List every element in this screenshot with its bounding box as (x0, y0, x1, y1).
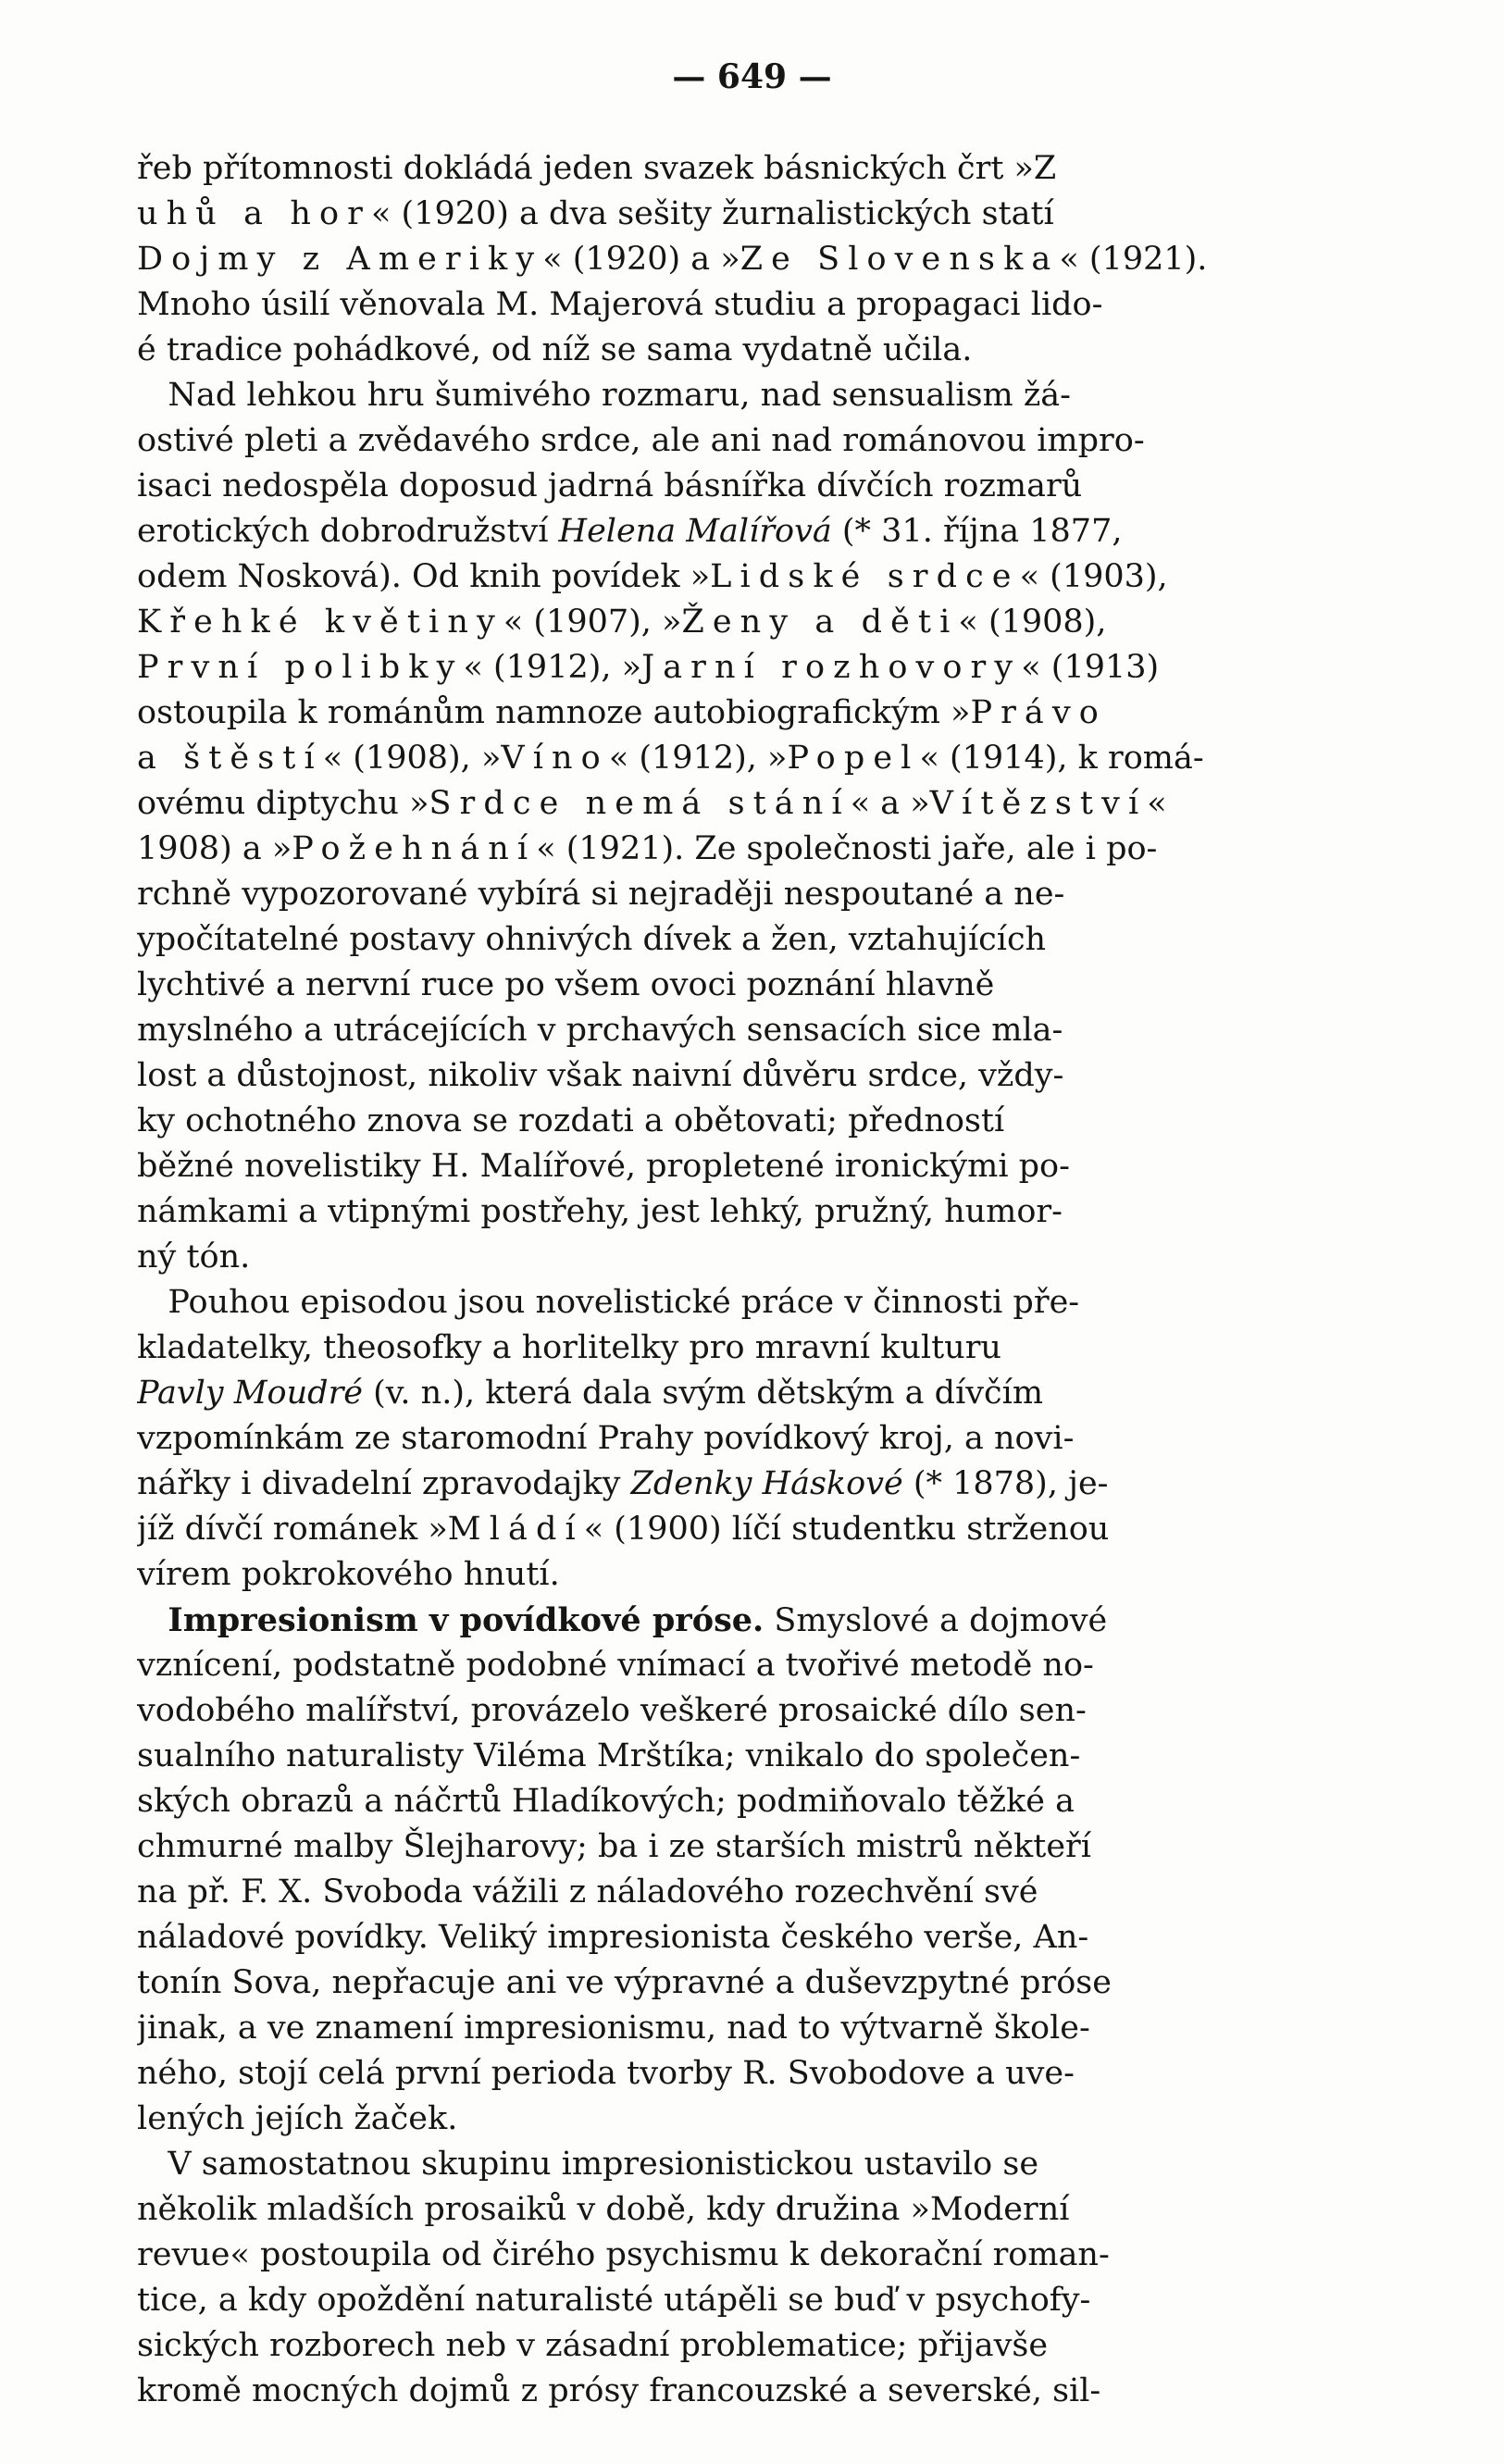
text-line (137, 282, 1368, 328)
text-line (137, 691, 1368, 736)
text-line (137, 1099, 1368, 1144)
text-line (137, 1144, 1368, 1189)
text-line (137, 1371, 1368, 1416)
text-segment: 1908) a » (137, 830, 292, 867)
text-segment: ypočítatelné postavy ohnivých dívek a žen, vztahujících (137, 921, 1047, 958)
text-segment: lených jejích žaček. (137, 2100, 458, 2137)
text-segment: kromě mocných dojmů z prósy francouzské a severské, sil- (137, 2372, 1101, 2409)
text-segment: « (1914), k romá- (919, 740, 1204, 777)
text-line (137, 2051, 1368, 2097)
author-name: Pavly Moudré (137, 1375, 364, 1412)
author-name: Zdenky Háskové (630, 1465, 903, 1502)
text-segment: nářky i divadelní zpravodajky (137, 1465, 631, 1502)
text-line (137, 872, 1368, 917)
text-segment: odem Nosková). Od knih povídek » (137, 558, 711, 595)
text-segment: vzpomínkám ze staromodní Prahy povídkový kroj, a novi- (137, 1420, 1075, 1457)
text-line (137, 1507, 1368, 1552)
text-line (137, 736, 1368, 781)
text-segment: « (1920) a dva sešity žurnalistických statí (371, 195, 1054, 232)
text-segment: sualního naturalisty Viléma Mrštíka; vnikalo do společen- (137, 1737, 1081, 1774)
text-line (137, 1915, 1368, 1960)
text-segment: sických rozborech neb v zásadní problematice; přijavše (137, 2327, 1049, 2364)
spaced-title: Víno (501, 740, 609, 777)
page-number: — 649 — (672, 57, 832, 96)
text-segment: « (1921). (1059, 241, 1208, 278)
text-segment: ských obrazů a náčrtů Hladíkových; podmiňovalo těžké a (137, 1783, 1075, 1820)
text-line (137, 1779, 1368, 1824)
text-line (137, 192, 1368, 237)
text-segment: revue« postoupila od čirého psychismu k dekorační roman- (137, 2236, 1110, 2273)
text-segment: ostoupila k románům namnoze autobiografickým » (137, 694, 971, 731)
text-line (137, 600, 1368, 645)
spaced-title: Lidské srdce (710, 558, 1020, 595)
text-line (137, 781, 1368, 827)
text-segment: běžné novelistiky H. Malířové, propletené ironickými po- (137, 1148, 1070, 1185)
text-line (137, 146, 1368, 192)
text-segment: « (1920) a » (542, 241, 740, 278)
text-segment: « (1147, 785, 1167, 822)
text-segment: lychtivé a nervní ruce po všem ovoci poznání hlavně (137, 966, 995, 1003)
spaced-title: a štěstí (137, 740, 323, 777)
text-line (137, 2187, 1368, 2233)
text-line (137, 509, 1368, 554)
text-line (137, 645, 1368, 691)
text-line (137, 1734, 1368, 1779)
text-segment: erotických dobrodružství (137, 513, 559, 550)
text-segment: řeb přítomnosti dokládá jeden svazek básnických črt »Z (137, 150, 1057, 187)
text-segment: myslného a utrácejících v prchavých sensacích sice mla- (137, 1012, 1063, 1049)
text-segment: « (1903), (1019, 558, 1168, 595)
text-line (137, 917, 1368, 963)
text-segment: náladové povídky. Veliký impresionista českého verše, An- (137, 1919, 1089, 1956)
text-segment: (* 1878), je- (902, 1465, 1109, 1502)
text-line (137, 1053, 1368, 1099)
text-line (137, 2323, 1368, 2369)
text-segment: « (1908), (958, 604, 1107, 641)
text-segment: ovému diptychu » (137, 785, 429, 822)
text-line (137, 1008, 1368, 1053)
text-segment: lost a důstojnost, nikoliv však naivní důvěru srdce, vždy- (137, 1057, 1064, 1094)
text-segment: ného, stojí celá první perioda tvorby R. Svobodove a uve- (137, 2055, 1075, 2092)
text-segment: tonín Sova, nepřacuje ani ve výpravné a duševzpytné próse (137, 1964, 1112, 2001)
text-line (137, 1688, 1368, 1734)
author-name: Helena Malířová (558, 513, 832, 550)
text-line (137, 464, 1368, 509)
text-segment: (* 31. října 1877, (831, 513, 1123, 550)
text-line (137, 2278, 1368, 2323)
spaced-title: Popel (787, 740, 920, 777)
text-line (137, 1325, 1368, 1371)
text-segment: tice, a kdy opoždění naturalisté utápěli se buď v psychofy- (137, 2282, 1091, 2319)
text-segment: « (1921). Ze společnosti jaře, ale i po- (536, 830, 1158, 867)
text-segment: Smyslové a dojmové (764, 1602, 1108, 1639)
text-segment: několik mladších prosaiků v době, kdy družina »Moderní (137, 2191, 1070, 2228)
text-segment: « (1913) (1021, 649, 1160, 686)
text-segment: ný tón. (137, 1238, 251, 1276)
text-segment: « a » (850, 785, 930, 822)
text-line (137, 2006, 1368, 2051)
text-line (137, 2369, 1368, 2414)
text-line (137, 1235, 1368, 1280)
text-line (137, 328, 1368, 373)
text-segment: « (1907), » (503, 604, 682, 641)
spaced-title: Mládí (447, 1511, 584, 1548)
text-segment: Nad lehkou hru šumivého rozmaru, nad sensualism žá- (137, 377, 1071, 414)
text-segment: Pouhou episodou jsou novelistické práce v činnosti pře- (137, 1284, 1080, 1321)
text-segment: Mnoho úsilí věnovala M. Majerová studiu a propagaci lido- (137, 286, 1103, 323)
text-line (137, 1189, 1368, 1235)
text-segment: « (1900) líčí studentku strženou (583, 1511, 1110, 1548)
text-line (137, 827, 1368, 872)
body-text (137, 146, 1368, 2414)
spaced-title: Ze Slovenska (740, 241, 1060, 278)
spaced-title: Dojmy z Ameriky (137, 241, 543, 278)
text-line (137, 1643, 1368, 1688)
text-line (137, 1824, 1368, 1870)
text-segment: vznícení, podstatně podobné vnímací a tvořivé metodě no- (137, 1647, 1094, 1684)
text-line (137, 237, 1368, 282)
text-segment: jinak, a ve znamení impresionismu, nad to výtvarně škole- (137, 2010, 1090, 2047)
text-line (137, 1598, 1368, 1643)
text-line (137, 1960, 1368, 2006)
spaced-title: Právo (970, 694, 1107, 731)
text-line (137, 373, 1368, 418)
text-line (137, 1870, 1368, 1915)
text-line (137, 1280, 1368, 1325)
text-segment: vodobého malířství, provázelo veškeré prosaické dílo sen- (137, 1692, 1087, 1729)
text-line (137, 2142, 1368, 2187)
spaced-title: Srdce nemá stání (429, 785, 851, 822)
text-segment: námkami a vtipnými postřehy, jest lehký, pružný, humor- (137, 1193, 1063, 1230)
text-segment (137, 1602, 168, 1639)
text-line (137, 2233, 1368, 2278)
text-line (137, 1416, 1368, 1462)
text-segment: (v. n.), která dala svým dětským a dívčím (363, 1375, 1044, 1412)
text-segment: na př. F. X. Svoboda vážili z náladového rozechvění své (137, 1873, 1038, 1910)
spaced-title: uhů a hor (137, 195, 371, 232)
text-segment: é tradice pohádkové, od níž se sama vydatně učila. (137, 331, 973, 368)
spaced-title: Ženy a děti (681, 604, 959, 641)
spaced-title: Vítězství (929, 785, 1148, 822)
spaced-title: První polibky (137, 649, 464, 686)
text-segment: isaci nedospěla doposud jadrná básnířka dívčích rozmarů (137, 467, 1083, 504)
text-segment: rchně vypozorované vybírá si nejraději nespoutané a ne- (137, 876, 1065, 913)
spaced-title: Požehnání (292, 830, 537, 867)
text-segment: kladatelky, theosofky a horlitelky pro mravní kulturu (137, 1329, 1001, 1366)
text-line (137, 554, 1368, 600)
text-segment: « (1912), » (608, 740, 788, 777)
spaced-title: Křehké květiny (137, 604, 503, 641)
text-line (137, 418, 1368, 464)
text-line (137, 2097, 1368, 2142)
text-line (137, 963, 1368, 1008)
text-segment: chmurné malby Šlejharovy; ba i ze starších mistrů někteří (137, 1828, 1091, 1865)
text-segment: V samostatnou skupinu impresionistickou ustavilo se (137, 2146, 1039, 2183)
section-heading: Impresionism v povídkové próse. (168, 1601, 764, 1639)
text-segment: ostivé pleti a zvědavého srdce, ale ani nad románovou impro- (137, 422, 1145, 459)
text-segment: « (1912), » (463, 649, 642, 686)
text-segment: « (1908), » (322, 740, 502, 777)
text-line (137, 1462, 1368, 1507)
text-line (137, 1552, 1368, 1598)
text-segment: vírem pokrokového hnutí. (137, 1556, 560, 1593)
text-segment: ky ochotného znova se rozdati a obětovati; předností (137, 1102, 1005, 1139)
spaced-title: Jarní rozhovory (641, 649, 1022, 686)
text-segment: jíž dívčí románek » (137, 1511, 448, 1548)
